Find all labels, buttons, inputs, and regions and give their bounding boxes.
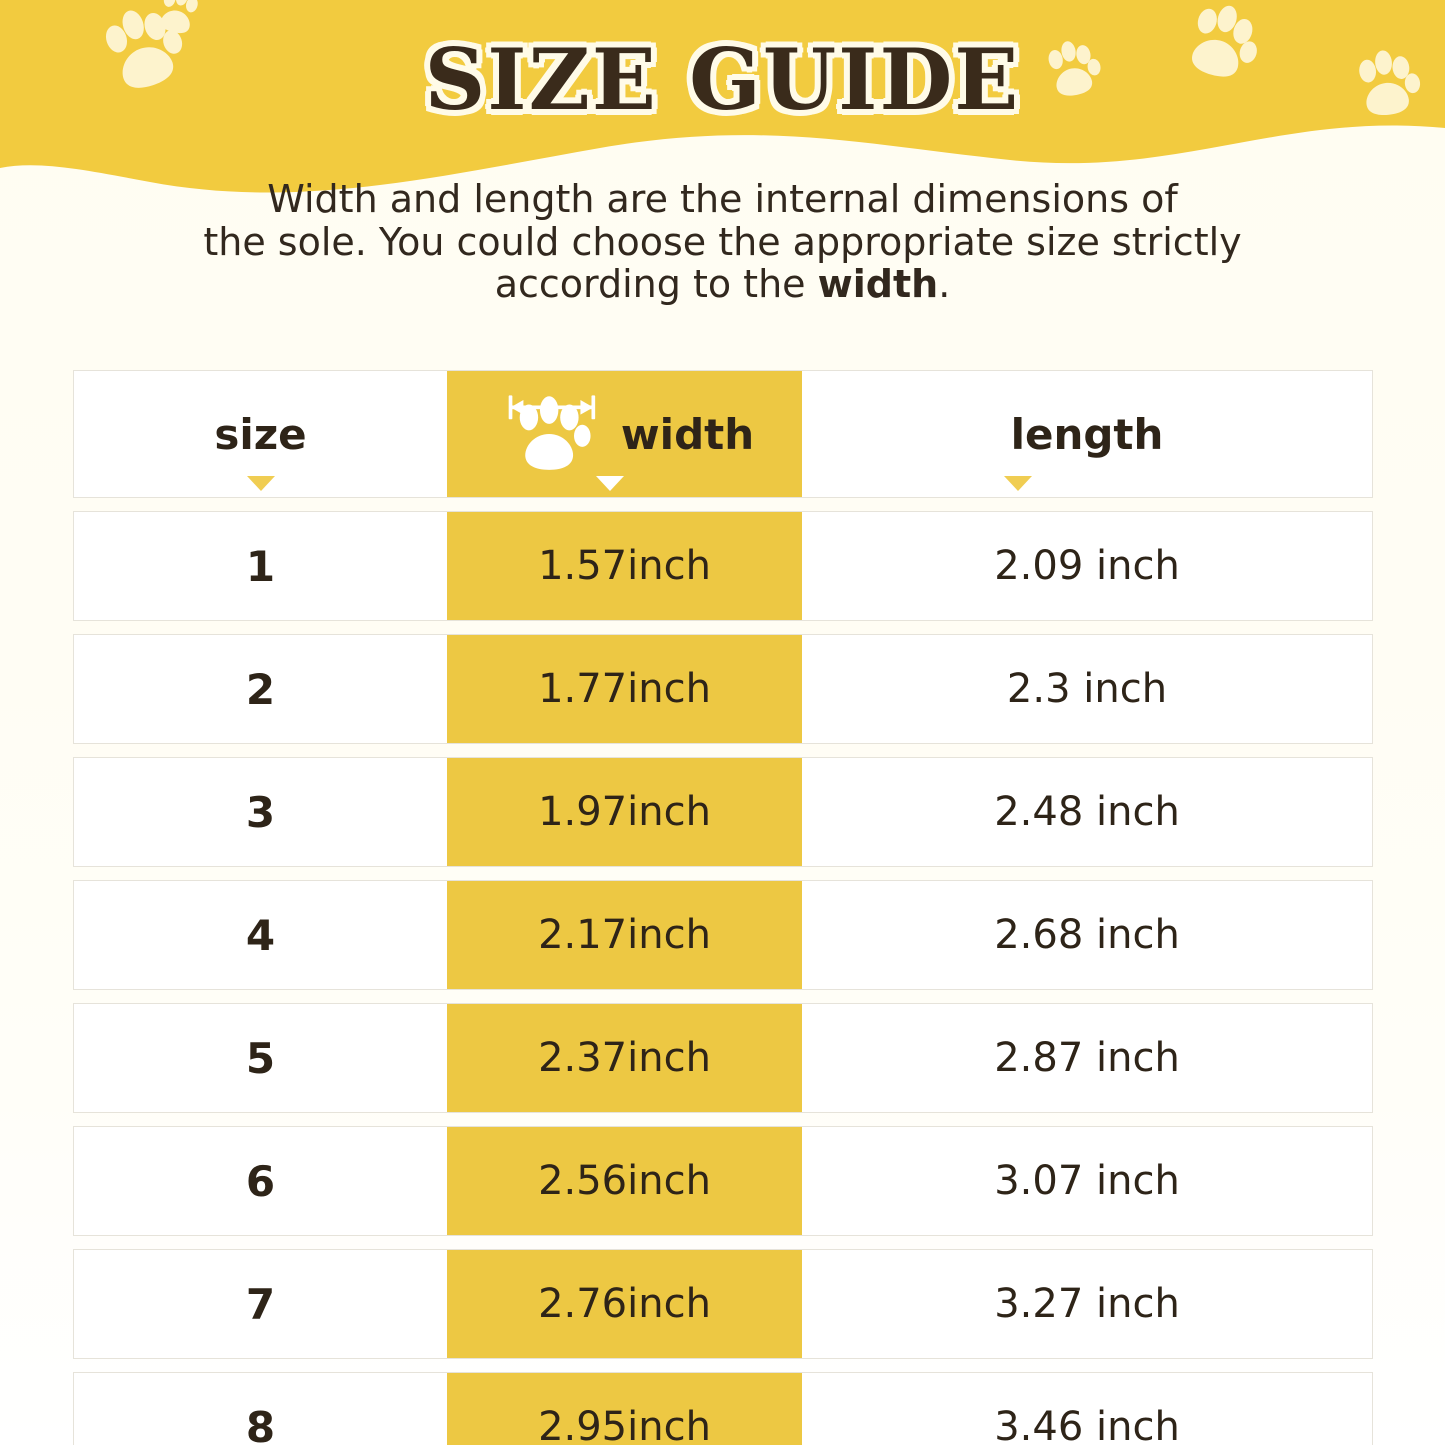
- cell-length: [802, 1250, 1372, 1358]
- column-header-size-label: size: [214, 409, 307, 459]
- size-value: 3: [245, 787, 276, 837]
- table-row: [73, 1372, 1373, 1445]
- cell-width: [447, 758, 802, 866]
- cell-width: [447, 1373, 802, 1445]
- width-value: 2.56inch: [538, 1158, 711, 1204]
- size-value: 4: [245, 910, 276, 960]
- cell-length: [802, 635, 1372, 743]
- cell-size: [74, 635, 447, 743]
- width-value: 1.97inch: [538, 789, 711, 835]
- length-value: 2.48 inch: [994, 789, 1180, 835]
- cell-size: [74, 1127, 447, 1235]
- table-row: [73, 511, 1373, 621]
- width-value: 2.37inch: [538, 1035, 711, 1081]
- size-column-marker: [247, 476, 275, 491]
- cell-size: [74, 1250, 447, 1358]
- table-row: [73, 634, 1373, 744]
- cell-width: [447, 635, 802, 743]
- cell-length: [802, 1373, 1372, 1445]
- intro-line-3-post: .: [938, 262, 951, 307]
- size-value: 1: [245, 541, 276, 591]
- table-row: [73, 1249, 1373, 1359]
- length-value: 3.46 inch: [994, 1404, 1180, 1445]
- cell-length: [802, 758, 1372, 866]
- table-row: [73, 880, 1373, 990]
- cell-width: [447, 1127, 802, 1235]
- intro-line-3-emphasis: width: [817, 262, 939, 307]
- cell-size: [74, 512, 447, 620]
- length-value: 3.27 inch: [994, 1281, 1180, 1327]
- page-title: SIZE GUIDE: [424, 30, 1021, 129]
- length-value: 2.68 inch: [994, 912, 1180, 958]
- width-value: 2.95inch: [538, 1404, 711, 1445]
- cell-length: [802, 1004, 1372, 1112]
- cell-width: [447, 1250, 802, 1358]
- cell-size: [74, 1373, 447, 1445]
- table-header-row: [73, 370, 1373, 498]
- cell-length: [802, 881, 1372, 989]
- size-value: 2: [245, 664, 276, 714]
- width-value: 2.76inch: [538, 1281, 711, 1327]
- size-value: 5: [245, 1033, 276, 1083]
- table-row: [73, 1126, 1373, 1236]
- cell-width: [447, 1004, 802, 1112]
- length-value: 3.07 inch: [994, 1158, 1180, 1204]
- length-column-marker: [1004, 476, 1032, 491]
- column-header-length: [802, 371, 1372, 497]
- cell-size: [74, 881, 447, 989]
- intro-text: [140, 178, 1305, 306]
- intro-line-2: the sole. You could choose the appropriate size strictly: [203, 219, 1242, 264]
- size-value: 8: [245, 1402, 276, 1445]
- length-value: 2.09 inch: [994, 543, 1180, 589]
- width-value: 1.77inch: [538, 666, 711, 712]
- column-header-width-label: width: [620, 409, 755, 459]
- cell-length: [802, 512, 1372, 620]
- intro-line-3-pre: according to the: [494, 262, 818, 307]
- cell-size: [74, 1004, 447, 1112]
- table-row: [73, 1003, 1373, 1113]
- cell-width: [447, 512, 802, 620]
- intro-line-3: [140, 263, 1305, 306]
- cell-length: [802, 1127, 1372, 1235]
- width-column-marker: [596, 476, 624, 491]
- length-value: 2.3 inch: [1006, 666, 1168, 712]
- size-table: [73, 370, 1373, 1445]
- table-row: [73, 757, 1373, 867]
- column-header-width: [447, 371, 802, 497]
- length-value: 2.87 inch: [994, 1035, 1180, 1081]
- size-value: 6: [245, 1156, 276, 1206]
- cell-width: [447, 881, 802, 989]
- width-value: 2.17inch: [538, 912, 711, 958]
- cell-size: [74, 758, 447, 866]
- width-value: 1.57inch: [538, 543, 711, 589]
- paw-width-measure-icon: [495, 388, 607, 480]
- column-header-length-label: length: [1010, 409, 1164, 459]
- width-header-group: [495, 388, 754, 480]
- size-value: 7: [245, 1279, 276, 1329]
- intro-line-1: Width and length are the internal dimensions of: [267, 177, 1178, 221]
